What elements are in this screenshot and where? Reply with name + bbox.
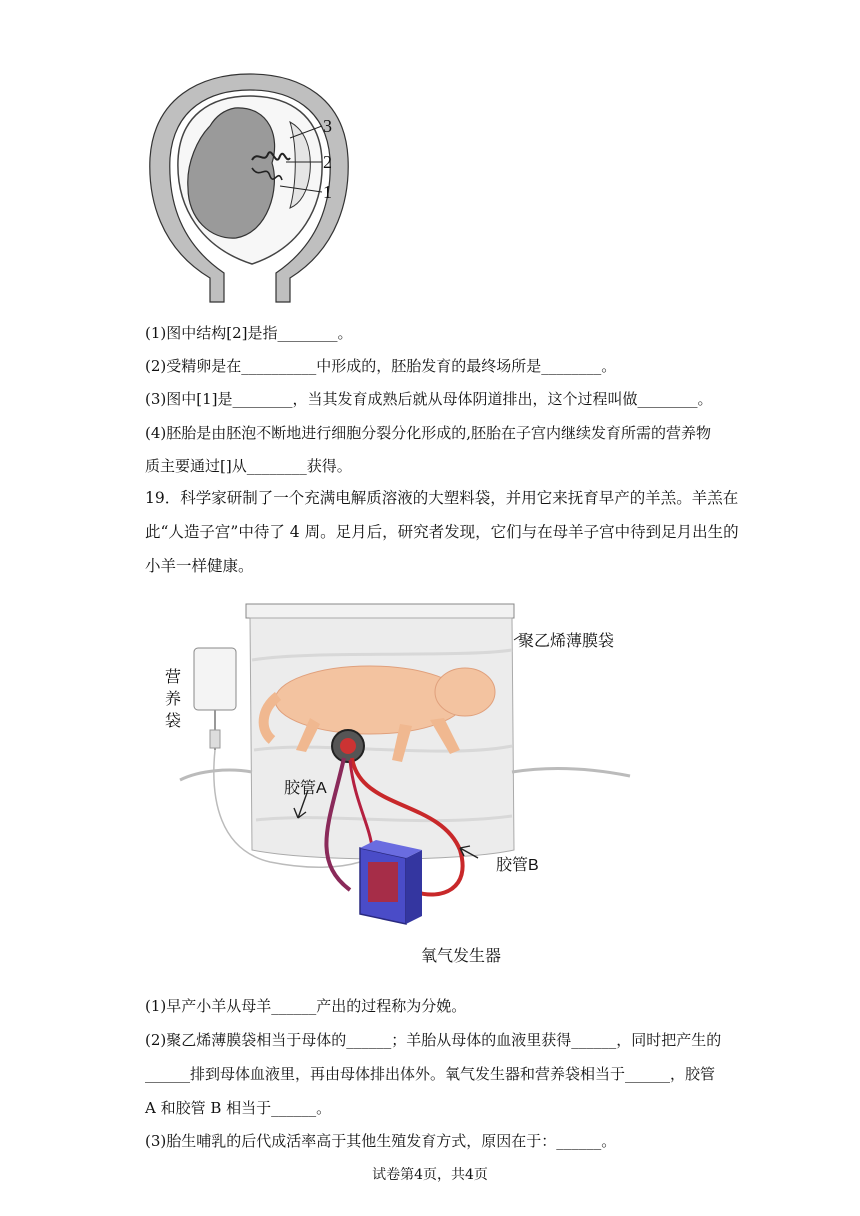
tube-a-label: 胶管A [284,780,327,797]
artificial-womb-diagram [160,600,660,970]
q18-line-2: (2)受精卵是在__________中形成的，胚胎发育的最终场所是________。 [145,357,617,375]
q19-intro-2: 此“人造子宫”中待了 4 周。足月后，研究者发现，它们与在母羊子宫中待到足月出生的 [145,523,739,541]
nutrient-bag-label-2: 养 [165,691,182,708]
polyethylene-bag-label: 聚乙烯薄膜袋 [518,633,615,650]
artificial-womb-figure [160,600,660,970]
q19-line-1: (1)早产小羊从母羊______产出的过程称为分娩。 [145,997,467,1015]
q18-line-5: 质主要通过[]从________获得。 [145,457,352,475]
q19-line-4: A 和胶管 B 相当于______。 [145,1099,332,1117]
nutrient-bag-label-3: 袋 [165,713,182,730]
q19-intro-1: 19．科学家研制了一个充满电解质溶液的大塑料袋，并用它来抚育早产的羊羔。羊羔在 [145,489,739,507]
oxygen-generator-label: 氧气发生器 [421,948,502,965]
q18-line-4: (4)胚胎是由胚泡不断地进行细胞分裂分化形成的,胚胎在子宫内继续发育所需的营养物 [145,424,712,442]
figure-label-1: 1 [323,182,332,202]
tube-b-label: 胶管B [496,857,539,874]
q18-line-1: (1)图中结构[2]是指________。 [145,324,353,342]
q19-line-5: (3)胎生哺乳的后代成活率高于其他生殖发育方式，原因在于：______。 [145,1132,617,1150]
q19-intro-3: 小羊一样健康。 [145,557,254,575]
figure-label-2: 2 [323,152,332,172]
q19-line-3: ______排到母体血液里，再由母体排出体外。氧气发生器和营养袋相当于______，胶管 [145,1065,716,1083]
q18-line-3: (3)图中[1]是________，当其发育成熟后就从母体阴道排出，这个过程叫做________。 [145,390,713,408]
nutrient-bag-label-1: 营 [165,669,182,686]
page-footer: 试卷第4页，共4页 [372,1167,488,1183]
figure-label-3: 3 [323,116,332,136]
q19-line-2: (2)聚乙烯薄膜袋相当于母体的______；羊胎从母体的血液里获得______，同时把产生的 [145,1031,722,1049]
